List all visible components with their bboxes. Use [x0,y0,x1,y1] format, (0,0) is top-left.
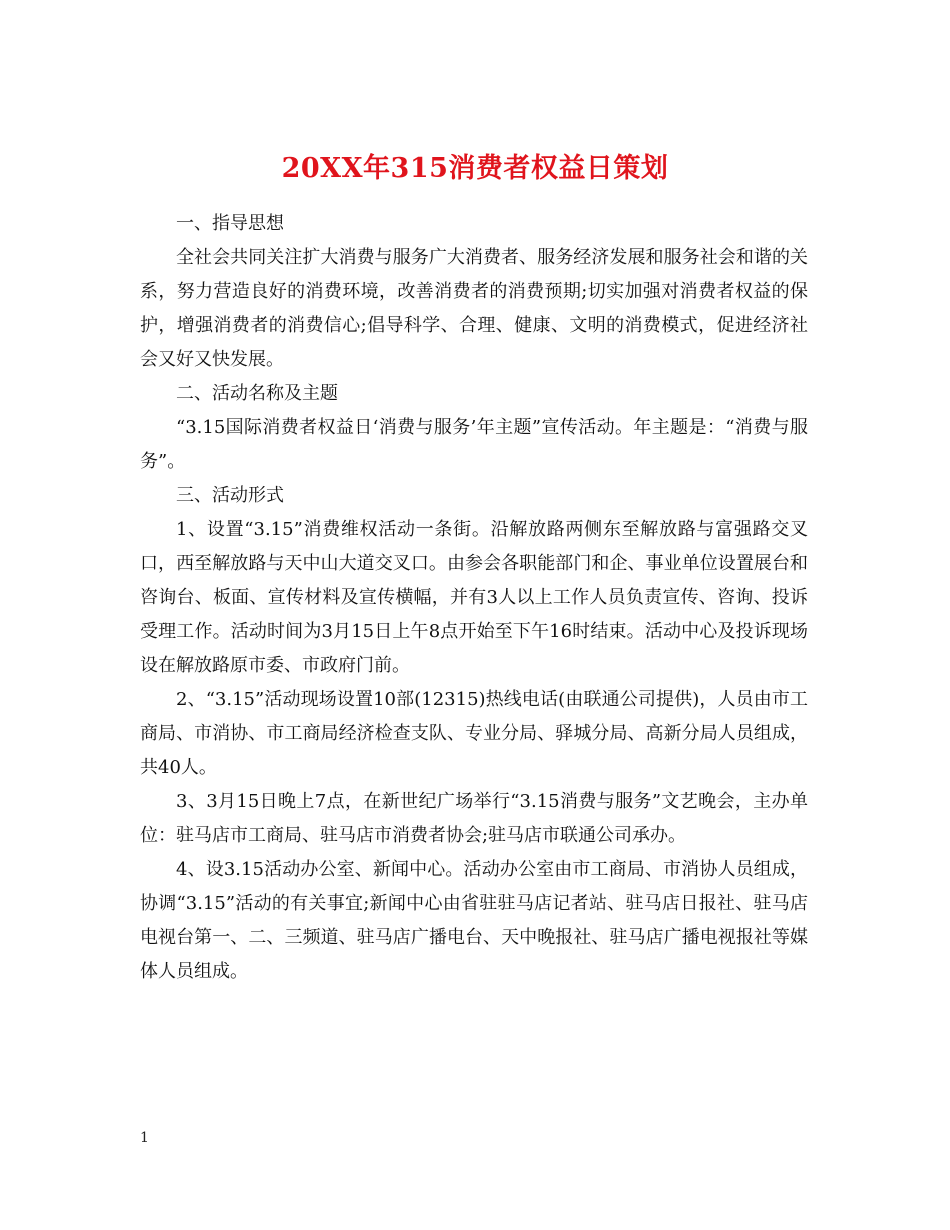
section-heading: 三、活动形式 [176,485,284,506]
paragraph: 2、“3.15”活动现场设置10部(12315)热线电话(由联通公司提供)，人员由市工商局、市消协、市工商局经济检查支队、专业分局、驿城分局、高新分局人员组成，共40人。 [140,689,808,778]
paragraph: 全社会共同关注扩大消费与服务广大消费者、服务经济发展和服务社会和谐的关系，努力营造良好的消费环境，改善消费者的消费预期;切实加强对消费者权益的保护，增强消费者的消费信心;倡导科学、合理、健康、文明的消费模式，促进经济社会又好又快发展。 [140,247,808,370]
page-number: 1 [140,1130,149,1146]
document-title: 20XX年315消费者权益日策划 [281,153,669,185]
document-body [140,207,808,989]
paragraph: 1、设置“3.15”消费维权活动一条街。沿解放路两侧东至解放路与富强路交叉口，西至解放路与天中山大道交叉口。由参会各职能部门和企、事业单位设置展台和咨询台、板面、宣传材料及宣传横幅，并有3人以上工作人员负责宣传、咨询、投诉受理工作。活动时间为3月15日上午8点开始至下午16时结束。活动中心及投诉现场设在解放路原市委、市政府门前。 [140,519,808,676]
paragraph: 3、3月15日晚上7点，在新世纪广场举行“3.15消费与服务”文艺晚会，主办单位：驻马店市工商局、驻马店市消费者协会;驻马店市联通公司承办。 [140,791,808,846]
paragraph: “3.15国际消费者权益日‘消费与服务’年主题”宣传活动。年主题是：“消费与服务”。 [140,417,808,472]
section-heading: 二、活动名称及主题 [176,383,338,404]
paragraph: 4、设3.15活动办公室、新闻中心。活动办公室由市工商局、市消协人员组成，协调“3.15”活动的有关事宜;新闻中心由省驻驻马店记者站、驻马店日报社、驻马店电视台第一、二、三频道、驻马店广播电台、天中晚报社、驻马店广播电视报社等媒体人员组成。 [140,859,808,982]
section-heading: 一、指导思想 [176,213,284,234]
